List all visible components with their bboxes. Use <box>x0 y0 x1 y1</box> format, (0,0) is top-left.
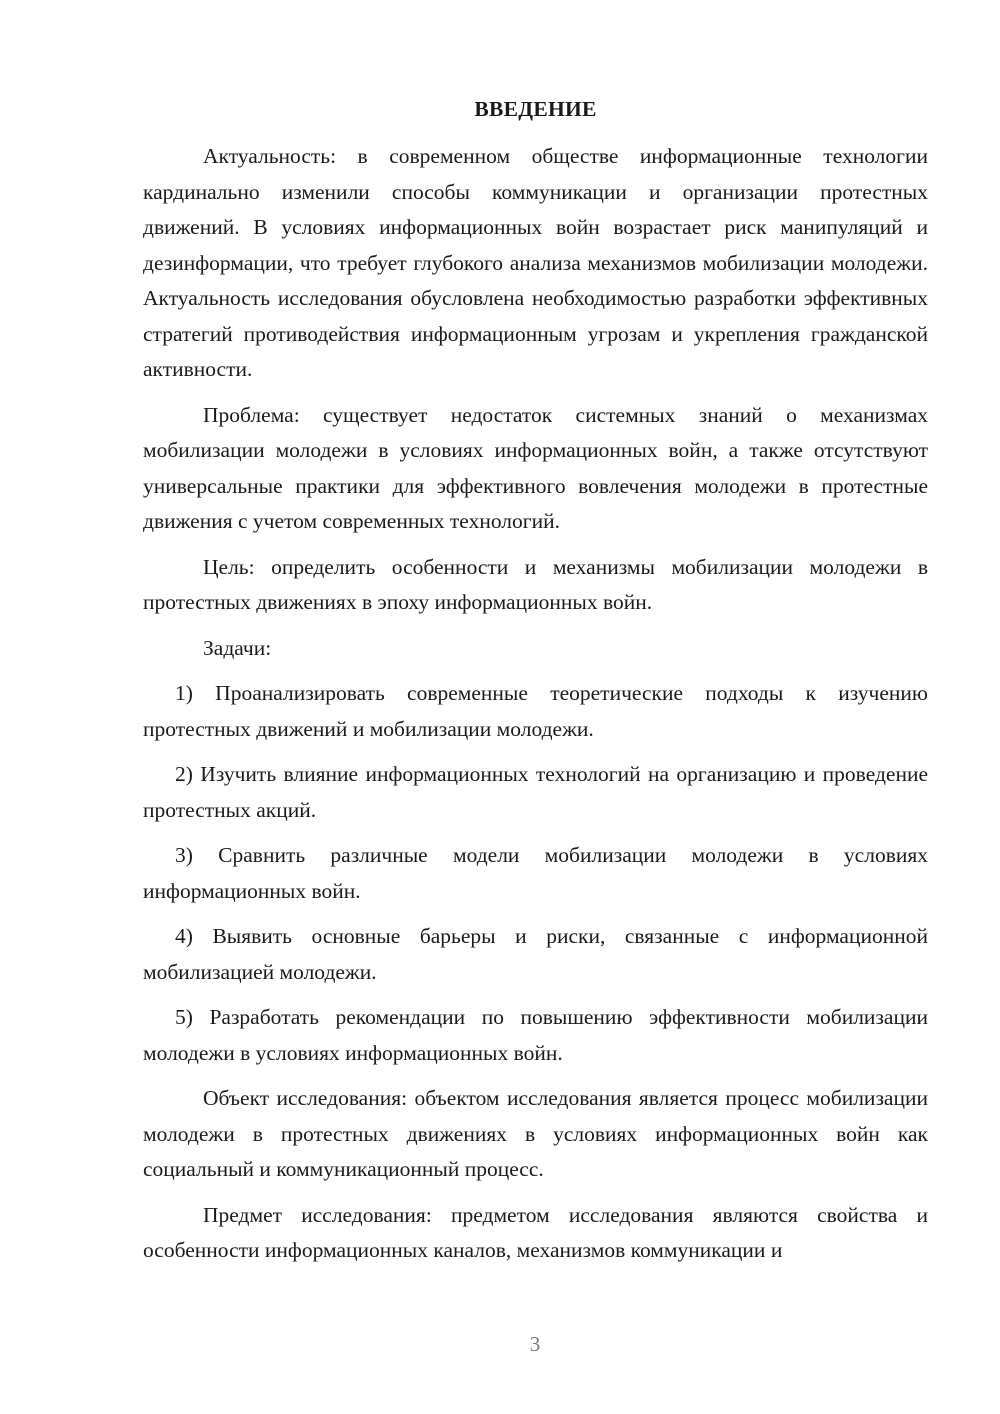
task-item: 3) Сравнить различные модели мобилизации молодежи в условиях информационных войн. <box>143 843 928 903</box>
task-item: 4) Выявить основные барьеры и риски, связанные с информационной мобилизацией молодежи. <box>143 924 928 984</box>
tasks-label: Задачи: <box>203 635 272 660</box>
object-paragraph: Объект исследования: объектом исследования является процесс мобилизации молодежи в протестных движениях в условиях информационных войн как социальный и коммуникационный процесс. <box>143 1086 928 1181</box>
goal-paragraph: Цель: определить особенности и механизмы мобилизации молодежи в протестных движениях в эпоху информационных войн. <box>143 554 928 614</box>
subject-paragraph: Предмет исследования: предметом исследования являются свойства и особенности информационных каналов, механизмов коммуникации и <box>143 1202 928 1262</box>
problem-paragraph: Проблема: существует недостаток системных знаний о механизмах мобилизации молодежи в условиях информационных войн, а также отсутствуют универсальные практики для эффективного вовлечения молодежи в протестные движения с учетом современных технологий. <box>143 402 928 533</box>
relevance-paragraph: Актуальность: в современном обществе информационные технологии кардинально изменили способы коммуникации и организации протестных движений. В условиях информационных войн возрастает риск манипуляций и дезинформации, что требует глубокого анализа механизмов мобилизации молодежи. Актуальность исследования обусловлена необходимостью разработки эффективных стратегий противодействия информационным угрозам и укрепления гражданской активности. <box>143 144 928 381</box>
section-heading: ВВЕДЕНИЕ <box>474 97 597 121</box>
task-item: 5) Разработать рекомендации по повышению эффективности мобилизации молодежи в условиях информационных войн. <box>143 1005 928 1065</box>
task-item: 1) Проанализировать современные теоретические подходы к изучению протестных движений и мобилизации молодежи. <box>143 681 928 741</box>
page-number: 3 <box>529 1332 541 1356</box>
task-item: 2) Изучить влияние информационных технологий на организацию и проведение протестных акций. <box>143 762 928 822</box>
document-page <box>143 94 928 1269</box>
